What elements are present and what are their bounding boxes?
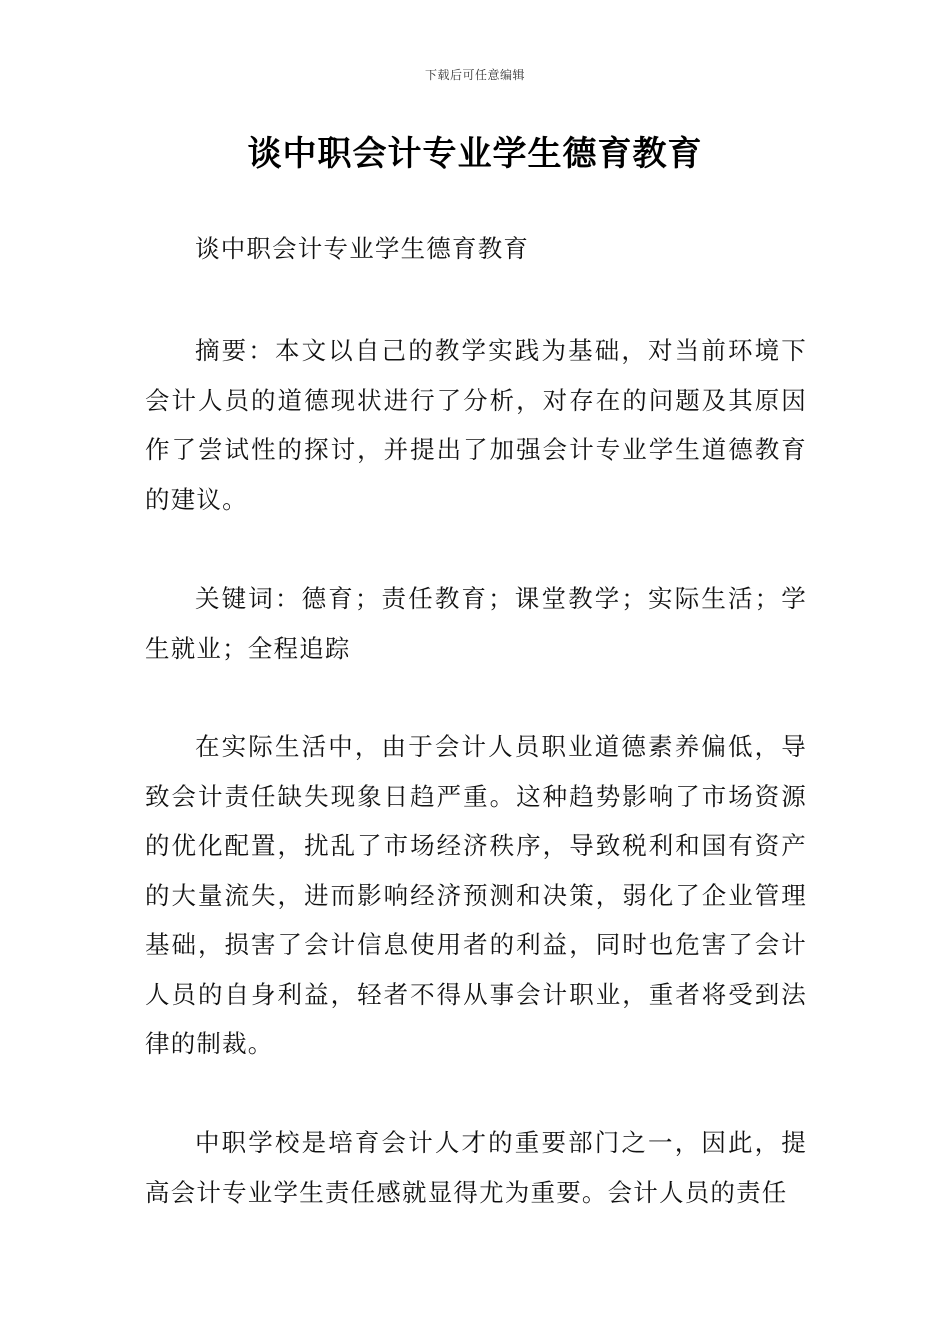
keywords-paragraph: 关键词：德育；责任教育；课堂教学；实际生活；学生就业；全程追踪 — [145, 584, 807, 663]
document-title: 谈中职会计专业学生德育教育 — [247, 134, 703, 174]
header-note: 下载后可任意编辑 — [424, 68, 525, 82]
body-paragraph: 中职学校是培育会计人才的重要部门之一，因此，提高会计专业学生责任感就显得尤为重要。会计人员的责任 — [145, 1128, 807, 1207]
document-subtitle: 谈中职会计专业学生德育教育 — [195, 234, 530, 263]
body-paragraph: 在实际生活中，由于会计人员职业道德素养偏低，导致会计责任缺失现象日趋严重。这种趋势影响了市场资源的优化配置，扰乱了市场经济秩序，导致税利和国有资产的大量流失，进而影响经济预测和决策，弱化了企业管理基础，损害了会计信息使用者的利益，同时也危害了会计人员的自身利益，轻者不得从事会计职业，重者将受到法律的制裁。 — [145, 732, 807, 1058]
abstract-paragraph: 摘要：本文以自己的教学实践为基础，对当前环境下会计人员的道德现状进行了分析，对存在的问题及其原因作了尝试性的探讨，并提出了加强会计专业学生道德教育的建议。 — [145, 336, 807, 514]
